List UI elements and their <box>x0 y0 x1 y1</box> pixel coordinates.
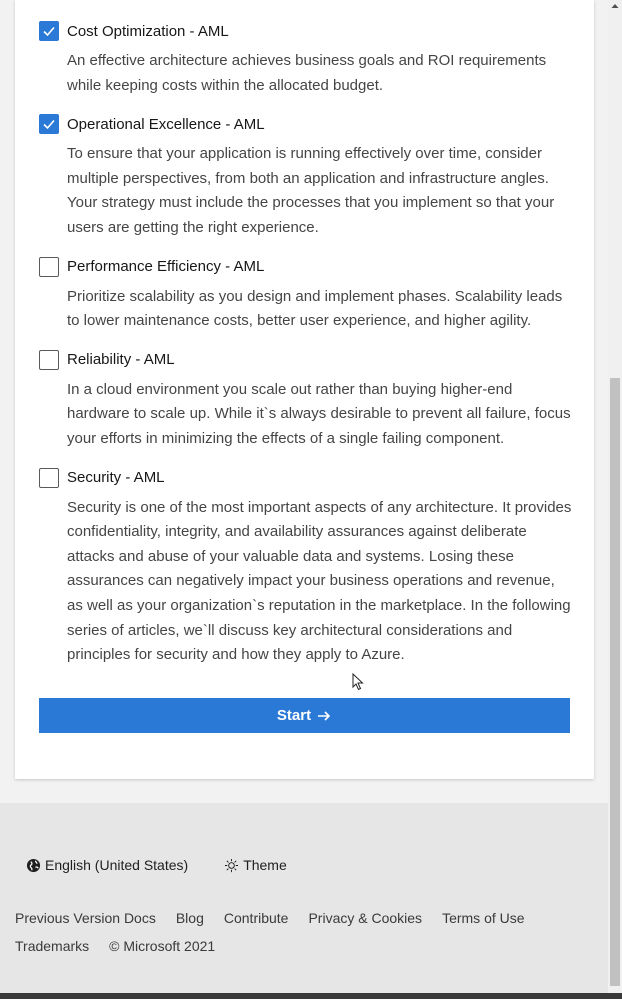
option-title[interactable]: Cost Optimization - AML <box>67 22 229 40</box>
pillar-options-list <box>39 19 573 682</box>
option-security <box>39 466 573 668</box>
globe-icon <box>26 858 41 873</box>
site-footer <box>0 803 608 993</box>
assessment-card <box>15 0 594 779</box>
checkbox-reliability[interactable] <box>39 350 59 370</box>
language-selector[interactable] <box>26 857 188 873</box>
link-contribute[interactable]: Contribute <box>223 910 289 926</box>
option-header[interactable] <box>39 255 573 279</box>
checkbox-cost-optimization[interactable] <box>39 21 59 41</box>
link-blog[interactable]: Blog <box>175 910 204 926</box>
checkmark-icon <box>42 24 56 38</box>
link-privacy-cookies[interactable]: Privacy & Cookies <box>308 910 423 926</box>
theme-selector[interactable] <box>224 857 287 873</box>
checkbox-performance-efficiency[interactable] <box>39 257 59 277</box>
checkbox-operational-excellence[interactable] <box>39 114 59 134</box>
link-previous-version-docs[interactable]: Previous Version Docs <box>15 910 156 926</box>
option-title[interactable]: Operational Excellence - AML <box>67 115 265 133</box>
start-button-label: Start <box>276 707 312 724</box>
footer-settings <box>26 857 287 873</box>
option-operational-excellence <box>39 112 573 240</box>
checkmark-icon <box>42 117 56 131</box>
option-description: Prioritize scalability as you design and implement phases. Scalability leads to lower maintenance costs, better user experience, and higher agility. <box>67 287 563 330</box>
option-description: Security is one of the most important aspects of any architecture. It provides confidentiality, integrity, and availability assurances against deliberate attacks and abuse of your valuable data and systems. Losing these assurances can negatively impact your business operations and revenue, as well as your organization`s reputation in the marketplace. In the following series of articles, we`ll discuss key architectural considerations and principles for security and how they apply to Azure. <box>67 498 572 664</box>
footer-links <box>15 904 575 960</box>
theme-label: Theme <box>243 857 287 873</box>
sun-icon <box>224 858 239 873</box>
option-header[interactable] <box>39 112 573 136</box>
option-title[interactable]: Reliability - AML <box>67 351 175 369</box>
option-description: An effective architecture achieves business goals and ROI requirements while keeping costs within the allocated budget. <box>67 52 547 94</box>
scroll-up-arrow-icon[interactable] <box>611 2 619 10</box>
option-description: To ensure that your application is running effectively over time, consider multiple perspectives, from both an application and infrastructure angles. Your strategy must include the processes that you implement so that your users are getting the right experience. <box>67 145 555 236</box>
option-header[interactable] <box>39 348 573 372</box>
option-title[interactable]: Security - AML <box>67 469 165 487</box>
scrollbar-thumb[interactable] <box>610 378 620 986</box>
arrow-right-icon <box>316 708 332 724</box>
mouse-cursor-icon <box>352 673 364 691</box>
link-terms-of-use[interactable]: Terms of Use <box>442 910 525 926</box>
option-description: In a cloud environment you scale out rather than buying higher-end hardware to scale up. While it`s always desirable to prevent all failure, focus your efforts in minimizing the effects of a single failing component. <box>67 380 571 447</box>
option-performance-efficiency <box>39 255 573 334</box>
language-label: English (United States) <box>45 857 189 873</box>
vertical-scrollbar[interactable] <box>608 0 622 993</box>
checkbox-security[interactable] <box>39 468 59 488</box>
copyright-text: © Microsoft 2021 <box>109 938 216 954</box>
option-reliability <box>39 348 573 452</box>
link-trademarks[interactable]: Trademarks <box>15 938 90 954</box>
option-header[interactable] <box>39 19 573 43</box>
option-title[interactable]: Performance Efficiency - AML <box>67 258 265 276</box>
option-header[interactable] <box>39 466 573 490</box>
option-cost-optimization <box>39 19 573 98</box>
window-bottom-edge <box>0 993 622 999</box>
start-button[interactable] <box>39 698 570 733</box>
